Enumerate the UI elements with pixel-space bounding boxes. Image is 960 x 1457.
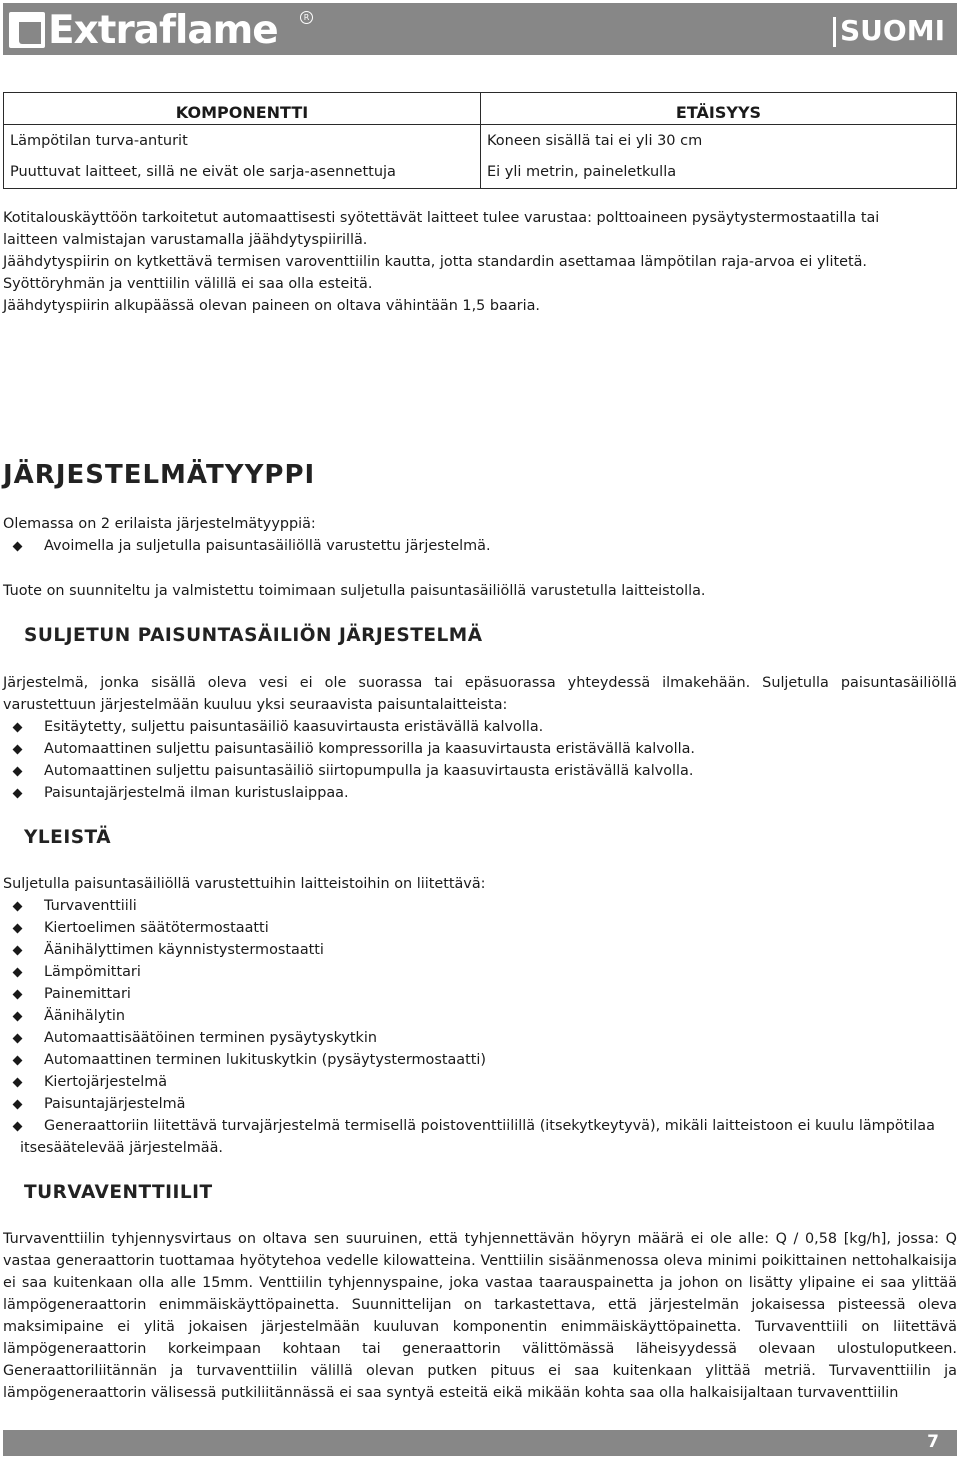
bullet-diamond-icon [13, 1122, 23, 1132]
page-number: 7 [927, 1432, 939, 1452]
bullet-diamond-icon [13, 1012, 23, 1022]
table-row [4, 125, 957, 157]
closed-system-list [3, 716, 957, 804]
intro-line: Syöttöryhmän ja venttiilin välillä ei saa olla esteitä. [3, 276, 373, 292]
list-item: Paisuntajärjestelmä [3, 1093, 957, 1115]
intro-line: Kotitalouskäyttöön tarkoitetut automaattisesti syötettävät laitteet tulee varustaa: polttoaineen pysäytystermostaatilla tai [3, 210, 880, 226]
system-type-lead: Olemassa on 2 erilaista järjestelmätyyppiä: [3, 516, 316, 532]
list-item: Äänihälyttimen käynnistystermostaatti [3, 939, 957, 961]
bullet-diamond-icon [13, 946, 23, 956]
list-item: Äänihälytin [3, 1005, 957, 1027]
system-type-list [3, 535, 957, 557]
general-lead: Suljetulla paisuntasäiliöllä varustettuihin laitteistoihin on liitettävä: [3, 876, 486, 892]
system-type-text [3, 513, 957, 557]
list-item: Avoimella ja suljetulla paisuntasäiliöllä varustettu järjestelmä. [3, 535, 957, 557]
list-item: Lämpömittari [3, 961, 957, 983]
table-header-distance: ETÄISYYS [481, 93, 957, 125]
bullet-diamond-icon [13, 789, 23, 799]
list-item: Automaattinen suljettu paisuntasäiliö kompressorilla ja kaasuvirtausta eristävällä kalvolla. [3, 738, 957, 760]
bullet-diamond-icon [13, 767, 23, 777]
section-title-general: YLEISTÄ [24, 827, 112, 848]
list-item: Kiertojärjestelmä [3, 1071, 957, 1093]
table-cell: Puuttuvat laitteet, sillä ne eivät ole sarja-asennettuja [4, 157, 481, 189]
list-item: Automaattisäätöinen terminen pysäytyskytkin [3, 1027, 957, 1049]
table-cell: Koneen sisällä tai ei yli 30 cm [481, 125, 957, 157]
table-cell: Ei yli metrin, paineletkulla [481, 157, 957, 189]
list-item: Esitäytetty, suljettu paisuntasäiliö kaasuvirtausta eristävällä kalvolla. [3, 716, 957, 738]
intro-line: Jäähdytyspiirin alkupäässä olevan paineen on oltava vähintään 1,5 baaria. [3, 298, 540, 314]
general-text [3, 873, 957, 1159]
intro-text [3, 207, 957, 317]
list-item-continuation: itsesäätelevää järjestelmää. [20, 1140, 224, 1156]
bullet-diamond-icon [13, 1100, 23, 1110]
section-title-closed-system: SULJETUN PAISUNTASÄILIÖN JÄRJESTELMÄ [24, 625, 483, 646]
bullet-diamond-icon [13, 745, 23, 755]
bullet-diamond-icon [13, 902, 23, 912]
system-type-note: Tuote on suunniteltu ja valmistettu toimimaan suljetulla paisuntasäiliöllä varustetulla laitteistolla. [3, 583, 706, 599]
table-header-component: KOMPONENTTI [4, 93, 481, 125]
intro-line: laitteen valmistajan varustamalla jäähdytyspiirillä. [3, 232, 368, 248]
bullet-diamond-icon [13, 1056, 23, 1066]
list-item: Automaattinen suljettu paisuntasäiliö siirtopumpulla ja kaasuvirtausta eristävällä kalvolla. [3, 760, 957, 782]
safety-valves-paragraph: Turvaventtiilin tyhjennysvirtaus on oltava sen suuruinen, että tyhjennettävän höyryn määrä ei ole alle: Q / 0,58 [kg/h], jossa: Q vastaa generaattorin tuottamaa hyötytehoa vedelle kilowatteina. Venttiilin sisäänmenossa oleva minimi poikittainen nettohalkaisija ei saa kuitenkaan olla alle 15mm. Venttiilin tyhjennyspaine, joka vastaa taarauspainetta ja johon on lisätty ylipaine ei saa ylittää lämpögeneraattorin enimmäiskäyttöpainetta. Suunnittelijan on tarkastettava, että järjestelmän jokaisessa pisteessä oleva maksimipaine ei ylitä jokaisen järjestelmään kuuluvan komponentin enimmäiskäyttöpainetta. Turvaventtiili on liitettävä lämpögeneraattorin korkeimpaan kohtaan tai generaattorin välittömässä läheisyydessä olevaan ulostuloputkeen. Generaattoriliitännän ja turvaventtiilin välillä olevan putken pituus ei saa kuitenkaan ylittää metriä. Turvaventtiilin ja lämpögeneraattorin välisessä putkiliitännässä ei saa syntyä esteitä eikä mikään kohta saa olla halkaisijaltaan turvaventtiilin [3, 1231, 957, 1401]
closed-system-text [3, 672, 957, 804]
page-footer [3, 1430, 957, 1456]
list-item: Automaattinen terminen lukituskytkin (pysäytystermostaatti) [3, 1049, 957, 1071]
extraflame-logo-icon [9, 12, 45, 48]
bullet-diamond-icon [13, 990, 23, 1000]
brand-logo: Extraflame [48, 8, 278, 53]
table-cell: Lämpötilan turva-anturit [4, 125, 481, 157]
bullet-diamond-icon [13, 1078, 23, 1088]
list-item: Kiertoelimen säätötermostaatti [3, 917, 957, 939]
list-item: Paisuntajärjestelmä ilman kuristuslaippaa. [3, 782, 957, 804]
general-list [3, 895, 957, 1137]
intro-line: Jäähdytyspiirin on kytkettävä termisen varoventtiilin kautta, jotta standardin asettamaa lämpötilan raja-arvoa ei ylitetä. [3, 254, 868, 270]
language-label: SUOMI [840, 14, 945, 47]
bullet-diamond-icon [13, 723, 23, 733]
section-title-safety-valves: TURVAVENTTIILIT [24, 1182, 213, 1203]
list-item: Painemittari [3, 983, 957, 1005]
section-title-system-type: JÄRJESTELMÄTYYPPI [3, 460, 316, 490]
bullet-diamond-icon [13, 1034, 23, 1044]
page-header [3, 3, 957, 55]
bullet-diamond-icon [13, 542, 23, 552]
table-row [4, 157, 957, 189]
component-distance-table [3, 92, 957, 189]
bullet-diamond-icon [13, 924, 23, 934]
list-item: Generaattoriin liitettävä turvajärjestelmä termisellä poistoventtiilillä (itsekytkeytyvä), mikäli laitteistoon ei kuulu lämpötilaa [3, 1115, 957, 1137]
bullet-diamond-icon [13, 968, 23, 978]
safety-valves-text [3, 1228, 957, 1426]
closed-system-paragraph: Järjestelmä, jonka sisällä oleva vesi ei ole suorassa tai epäsuorassa yhteydessä ilmakehään. Suljetulla paisuntasäiliöllä varustettuun järjestelmään kuuluu yksi seuraavista paisuntalaitteista: [3, 675, 957, 713]
language-separator [833, 17, 836, 47]
registered-mark-icon: R [300, 11, 313, 24]
list-item: Turvaventtiili [3, 895, 957, 917]
